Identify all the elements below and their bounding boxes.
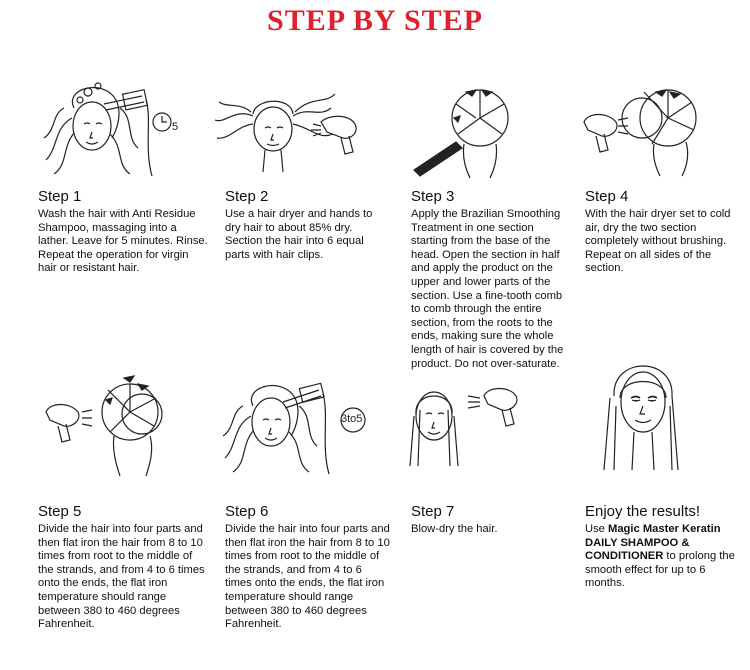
final-text-suffix: to prolong the smooth effect for up to 6 months. (585, 550, 735, 590)
page-title: STEP BY STEP (267, 4, 483, 37)
step-5 (38, 503, 208, 632)
step-6 (225, 503, 390, 632)
step-1-title: Step 1 (38, 188, 82, 205)
step2-illustration (215, 84, 365, 179)
step-4 (585, 188, 735, 276)
step5-illustration (44, 372, 174, 477)
step-7 (411, 503, 571, 537)
step-2 (225, 188, 390, 262)
step-7-title: Step 7 (411, 503, 455, 520)
final-result-illustration (594, 346, 694, 471)
step6-illustration (213, 376, 383, 476)
step-7-text: Blow-dry the hair. (411, 523, 498, 535)
step1-clock-label: 5 (172, 121, 179, 133)
step-4-title: Step 4 (585, 188, 629, 205)
step-3-title: Step 3 (411, 188, 455, 205)
step-4-text: With the hair dryer set to cold air, dry the two section completely without brushing. Repeat on all sides of the section. (585, 208, 731, 275)
step-2-text: Use a hair dryer and hands to dry hair to about 85% dry. Section the hair into 6 equal parts with hair clips. (225, 208, 373, 261)
step-3-text: Apply the Brazilian Smoothing Treatment in one section starting from the base of the head. Open the section in half and apply the product on the upper and lower parts of the section. Use a fine-tooth comb to comb through the entire section, from the roots to the ends, making sure the whole length of hair is covered by the product. Do not over-saturate. (411, 208, 564, 370)
step-5-text: Divide the hair into four parts and then flat iron the hair from 8 to 10 times from root to the middle of the strands, and from 4 to 6 times onto the ends, the flat iron temperature should range between 380 to 460 degrees Fahrenheit. (38, 523, 205, 631)
step-1-text: Wash the hair with Anti Residue Shampoo, massaging into a lather. Leave for 5 minutes. Rinse. Repeat the operation for virgin hair or resistant hair. (38, 208, 208, 275)
step3-illustration (410, 78, 540, 178)
step6-clock-label: 3to5 (341, 413, 363, 425)
step-5-title: Step 5 (38, 503, 82, 520)
step-6-text: Divide the hair into four parts and then flat iron the hair from 8 to 10 times from root to the middle of the strands, and from 4 to 6 times onto the ends, the flat iron temperature should range between 380 to 460 degrees Fahrenheit. (225, 523, 390, 631)
step-1 (38, 188, 208, 276)
final-text-prefix: Use (585, 523, 609, 535)
final-title: Enjoy the results! (585, 503, 701, 520)
step-6-title: Step 6 (225, 503, 269, 520)
step-2-title: Step 2 (225, 188, 269, 205)
step4-illustration (582, 82, 722, 177)
step1-illustration (34, 78, 224, 178)
final-step (585, 503, 735, 591)
final-text (585, 523, 735, 591)
product-name: Magic Master Keratin DAILY SHAMPOO & CONDITIONER (585, 523, 721, 563)
step-3 (411, 188, 571, 371)
step7-illustration (406, 370, 530, 474)
